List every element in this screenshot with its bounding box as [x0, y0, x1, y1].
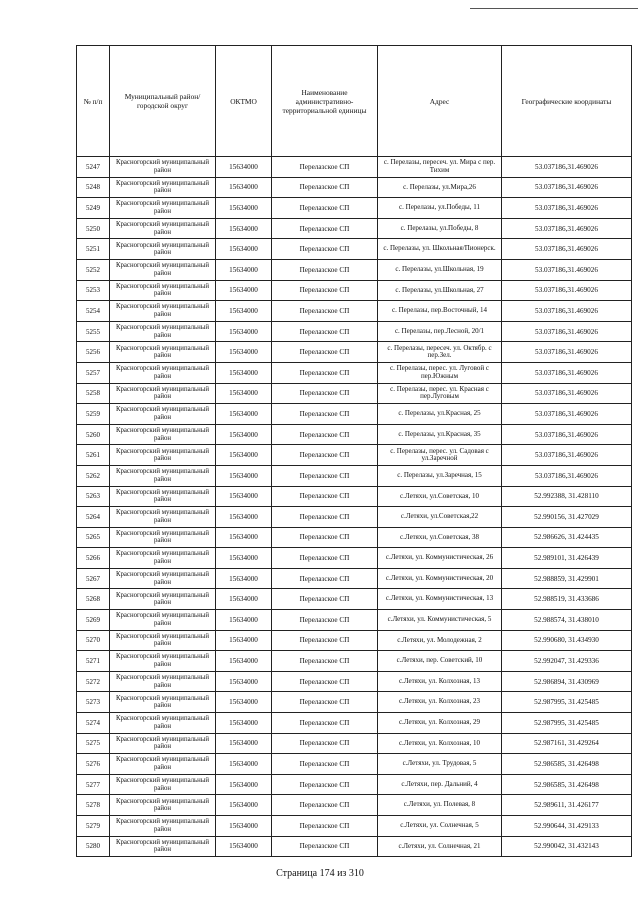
cell-region: Красногорский муниципальный район	[110, 713, 216, 734]
cell-coords: 52.988519, 31.433686	[502, 589, 632, 610]
cell-coords: 53.037186,31.469026	[502, 321, 632, 342]
cell-unit: Перелазское СП	[272, 713, 378, 734]
cell-oktmo: 15634000	[216, 754, 272, 775]
cell-oktmo: 15634000	[216, 651, 272, 672]
cell-address: с.Летяхи, пер. Дальний, 4	[378, 774, 502, 795]
cell-num: 5247	[77, 157, 110, 178]
cell-unit: Перелазское СП	[272, 671, 378, 692]
cell-unit: Перелазское СП	[272, 259, 378, 280]
cell-address: с. Перелазы, пер.Восточный, 14	[378, 301, 502, 322]
cell-region: Красногорский муниципальный район	[110, 630, 216, 651]
cell-address: с.Летяхи, ул. Коммунистическая, 5	[378, 610, 502, 631]
cell-coords: 52.986626, 31.424435	[502, 527, 632, 548]
cell-unit: Перелазское СП	[272, 424, 378, 445]
cell-address: с. Перелазы, перес. ул. Луговой с пер.Южным	[378, 362, 502, 383]
cell-coords: 53.037186,31.469026	[502, 465, 632, 486]
cell-coords: 53.037186,31.469026	[502, 177, 632, 198]
cell-region: Красногорский муниципальный район	[110, 465, 216, 486]
cell-unit: Перелазское СП	[272, 301, 378, 322]
cell-region: Красногорский муниципальный район	[110, 754, 216, 775]
table-row	[77, 239, 632, 260]
cell-oktmo: 15634000	[216, 671, 272, 692]
cell-unit: Перелазское СП	[272, 507, 378, 528]
cell-num: 5253	[77, 280, 110, 301]
cell-unit: Перелазское СП	[272, 445, 378, 466]
cell-address: с.Летяхи, ул. Колхозная, 23	[378, 692, 502, 713]
cell-region: Красногорский муниципальный район	[110, 198, 216, 219]
page-footer: Страница 174 из 310	[276, 868, 364, 879]
cell-oktmo: 15634000	[216, 610, 272, 631]
cell-unit: Перелазское СП	[272, 362, 378, 383]
cell-num: 5249	[77, 198, 110, 219]
cell-address: с.Летяхи, ул.Советская, 10	[378, 486, 502, 507]
cell-address: с.Летяхи, ул. Трудовая, 5	[378, 754, 502, 775]
cell-num: 5271	[77, 651, 110, 672]
cell-oktmo: 15634000	[216, 733, 272, 754]
header-num: № п/п	[77, 46, 110, 157]
cell-num: 5259	[77, 404, 110, 425]
cell-unit: Перелазское СП	[272, 568, 378, 589]
table-row	[77, 342, 632, 363]
cell-unit: Перелазское СП	[272, 527, 378, 548]
cell-unit: Перелазское СП	[272, 218, 378, 239]
cell-unit: Перелазское СП	[272, 774, 378, 795]
cell-num: 5269	[77, 610, 110, 631]
table-row	[77, 157, 632, 178]
table-row	[77, 610, 632, 631]
header-address: Адрес	[378, 46, 502, 157]
cell-region: Красногорский муниципальный район	[110, 177, 216, 198]
cell-oktmo: 15634000	[216, 301, 272, 322]
cell-num: 5257	[77, 362, 110, 383]
cell-num: 5248	[77, 177, 110, 198]
cell-num: 5270	[77, 630, 110, 651]
cell-num: 5251	[77, 239, 110, 260]
cell-coords: 52.988859, 31.429901	[502, 568, 632, 589]
document-page	[76, 45, 631, 857]
cell-coords: 53.037186,31.469026	[502, 404, 632, 425]
cell-unit: Перелазское СП	[272, 610, 378, 631]
cell-address: с.Летяхи, ул. Коммунистическая, 26	[378, 548, 502, 569]
cell-region: Красногорский муниципальный район	[110, 259, 216, 280]
table-row	[77, 507, 632, 528]
cell-address: с.Летяхи, пер. Советский, 10	[378, 651, 502, 672]
cell-address: с.Летяхи, ул. Коммунистическая, 13	[378, 589, 502, 610]
address-table	[76, 45, 632, 857]
cell-num: 5263	[77, 486, 110, 507]
table-row	[77, 280, 632, 301]
cell-address: с.Летяхи, ул. Солнечная, 5	[378, 816, 502, 837]
table-row	[77, 321, 632, 342]
cell-address: с. Перелазы, перес. ул. Садовая с ул.Заречной	[378, 445, 502, 466]
cell-num: 5264	[77, 507, 110, 528]
table-row	[77, 733, 632, 754]
cell-address: с. Перелазы, ул.Победы, 8	[378, 218, 502, 239]
top-edge-line	[470, 8, 638, 9]
cell-region: Красногорский муниципальный район	[110, 816, 216, 837]
cell-unit: Перелазское СП	[272, 795, 378, 816]
table-row	[77, 548, 632, 569]
cell-oktmo: 15634000	[216, 527, 272, 548]
cell-unit: Перелазское СП	[272, 836, 378, 857]
cell-oktmo: 15634000	[216, 486, 272, 507]
cell-coords: 52.989101, 31.426439	[502, 548, 632, 569]
cell-num: 5272	[77, 671, 110, 692]
cell-region: Красногорский муниципальный район	[110, 589, 216, 610]
cell-oktmo: 15634000	[216, 198, 272, 219]
cell-num: 5250	[77, 218, 110, 239]
cell-unit: Перелазское СП	[272, 548, 378, 569]
cell-num: 5274	[77, 713, 110, 734]
cell-unit: Перелазское СП	[272, 280, 378, 301]
cell-num: 5256	[77, 342, 110, 363]
cell-region: Красногорский муниципальный район	[110, 795, 216, 816]
cell-coords: 53.037186,31.469026	[502, 301, 632, 322]
cell-num: 5279	[77, 816, 110, 837]
cell-num: 5268	[77, 589, 110, 610]
cell-unit: Перелазское СП	[272, 733, 378, 754]
table-row	[77, 589, 632, 610]
cell-address: с. Перелазы, ул.Школьная, 19	[378, 259, 502, 280]
cell-coords: 52.988574, 31.438010	[502, 610, 632, 631]
cell-coords: 53.037186,31.469026	[502, 218, 632, 239]
cell-oktmo: 15634000	[216, 795, 272, 816]
cell-region: Красногорский муниципальный район	[110, 486, 216, 507]
cell-coords: 52.987995, 31.425485	[502, 692, 632, 713]
cell-coords: 52.990680, 31.434930	[502, 630, 632, 651]
cell-coords: 53.037186,31.469026	[502, 362, 632, 383]
table-header-row	[77, 46, 632, 157]
cell-region: Красногорский муниципальный район	[110, 774, 216, 795]
cell-num: 5255	[77, 321, 110, 342]
table-row	[77, 527, 632, 548]
cell-coords: 53.037186,31.469026	[502, 259, 632, 280]
cell-coords: 53.037186,31.469026	[502, 280, 632, 301]
table-row	[77, 177, 632, 198]
cell-num: 5260	[77, 424, 110, 445]
table-row	[77, 651, 632, 672]
cell-oktmo: 15634000	[216, 259, 272, 280]
cell-coords: 52.987161, 31.429264	[502, 733, 632, 754]
cell-num: 5273	[77, 692, 110, 713]
cell-oktmo: 15634000	[216, 507, 272, 528]
cell-oktmo: 15634000	[216, 280, 272, 301]
cell-oktmo: 15634000	[216, 816, 272, 837]
table-row	[77, 774, 632, 795]
cell-address: с. Перелазы, ул.Заречная, 15	[378, 465, 502, 486]
cell-address: с. Перелазы, пересеч. ул. Мира с пер. Тихим	[378, 157, 502, 178]
cell-coords: 53.037186,31.469026	[502, 198, 632, 219]
header-region: Муниципальный район/городской округ	[110, 46, 216, 157]
table-row	[77, 630, 632, 651]
cell-region: Красногорский муниципальный район	[110, 507, 216, 528]
cell-unit: Перелазское СП	[272, 651, 378, 672]
cell-unit: Перелазское СП	[272, 589, 378, 610]
cell-address: с.Летяхи, ул.Советская, 38	[378, 527, 502, 548]
cell-oktmo: 15634000	[216, 342, 272, 363]
cell-num: 5265	[77, 527, 110, 548]
table-row	[77, 218, 632, 239]
cell-address: с. Перелазы, ул.Мира,26	[378, 177, 502, 198]
cell-region: Красногорский муниципальный район	[110, 424, 216, 445]
cell-oktmo: 15634000	[216, 362, 272, 383]
cell-oktmo: 15634000	[216, 404, 272, 425]
cell-region: Красногорский муниципальный район	[110, 218, 216, 239]
table-row	[77, 362, 632, 383]
cell-num: 5277	[77, 774, 110, 795]
table-row	[77, 465, 632, 486]
cell-oktmo: 15634000	[216, 548, 272, 569]
cell-oktmo: 15634000	[216, 177, 272, 198]
table-body	[77, 157, 632, 857]
cell-num: 5258	[77, 383, 110, 404]
cell-num: 5252	[77, 259, 110, 280]
cell-address: с. Перелазы, ул.Школьная, 27	[378, 280, 502, 301]
cell-region: Красногорский муниципальный район	[110, 445, 216, 466]
cell-address: с.Летяхи, ул. Колхозная, 29	[378, 713, 502, 734]
cell-unit: Перелазское СП	[272, 816, 378, 837]
cell-oktmo: 15634000	[216, 445, 272, 466]
cell-address: с. Перелазы, ул.Красная, 25	[378, 404, 502, 425]
cell-region: Красногорский муниципальный район	[110, 671, 216, 692]
cell-address: с. Перелазы, пересеч. ул. Октябр. с пер.Зел.	[378, 342, 502, 363]
cell-region: Красногорский муниципальный район	[110, 280, 216, 301]
cell-coords: 52.986894, 31.430969	[502, 671, 632, 692]
cell-address: с. Перелазы, пер.Лесной, 20/1	[378, 321, 502, 342]
cell-oktmo: 15634000	[216, 321, 272, 342]
cell-address: с. Перелазы, ул. Школьная/Пионерск.	[378, 239, 502, 260]
table-row	[77, 383, 632, 404]
cell-address: с.Летяхи, ул. Колхозная, 10	[378, 733, 502, 754]
cell-address: с.Летяхи, ул. Колхозная, 13	[378, 671, 502, 692]
cell-num: 5278	[77, 795, 110, 816]
table-row	[77, 445, 632, 466]
cell-num: 5261	[77, 445, 110, 466]
header-unit: Наименование административно-территориальной единицы	[272, 46, 378, 157]
cell-region: Красногорский муниципальный район	[110, 321, 216, 342]
cell-address: с.Летяхи, ул.Советская,22	[378, 507, 502, 528]
cell-address: с. Перелазы, ул.Красная, 35	[378, 424, 502, 445]
cell-oktmo: 15634000	[216, 465, 272, 486]
cell-num: 5280	[77, 836, 110, 857]
cell-address: с.Летяхи, ул. Коммунистическая, 20	[378, 568, 502, 589]
cell-region: Красногорский муниципальный район	[110, 342, 216, 363]
cell-coords: 52.987995, 31.425485	[502, 713, 632, 734]
cell-address: с.Летяхи, ул. Солнечная, 21	[378, 836, 502, 857]
cell-coords: 52.990042, 31.432143	[502, 836, 632, 857]
table-row	[77, 671, 632, 692]
cell-oktmo: 15634000	[216, 692, 272, 713]
header-oktmo: ОКТМО	[216, 46, 272, 157]
cell-unit: Перелазское СП	[272, 486, 378, 507]
cell-unit: Перелазское СП	[272, 157, 378, 178]
cell-coords: 52.992047, 31.429336	[502, 651, 632, 672]
cell-unit: Перелазское СП	[272, 321, 378, 342]
cell-unit: Перелазское СП	[272, 754, 378, 775]
cell-region: Красногорский муниципальный район	[110, 239, 216, 260]
cell-coords: 53.037186,31.469026	[502, 157, 632, 178]
cell-region: Красногорский муниципальный район	[110, 836, 216, 857]
cell-region: Красногорский муниципальный район	[110, 548, 216, 569]
cell-coords: 53.037186,31.469026	[502, 445, 632, 466]
cell-oktmo: 15634000	[216, 713, 272, 734]
table-row	[77, 692, 632, 713]
cell-coords: 52.986585, 31.426498	[502, 754, 632, 775]
cell-coords: 52.986585, 31.426498	[502, 774, 632, 795]
cell-region: Красногорский муниципальный район	[110, 692, 216, 713]
cell-num: 5275	[77, 733, 110, 754]
cell-region: Красногорский муниципальный район	[110, 527, 216, 548]
cell-num: 5262	[77, 465, 110, 486]
table-row	[77, 404, 632, 425]
cell-address: с. Перелазы, перес. ул. Красная с пер.Луговым	[378, 383, 502, 404]
cell-num: 5276	[77, 754, 110, 775]
cell-unit: Перелазское СП	[272, 630, 378, 651]
cell-unit: Перелазское СП	[272, 692, 378, 713]
cell-oktmo: 15634000	[216, 836, 272, 857]
cell-region: Красногорский муниципальный район	[110, 404, 216, 425]
cell-region: Красногорский муниципальный район	[110, 610, 216, 631]
cell-coords: 52.990644, 31.429133	[502, 816, 632, 837]
cell-oktmo: 15634000	[216, 424, 272, 445]
cell-oktmo: 15634000	[216, 774, 272, 795]
cell-address: с.Летяхи, ул. Полевая, 8	[378, 795, 502, 816]
cell-address: с.Летяхи, ул. Молодежная, 2	[378, 630, 502, 651]
table-row	[77, 816, 632, 837]
table-row	[77, 713, 632, 734]
cell-oktmo: 15634000	[216, 383, 272, 404]
table-row	[77, 259, 632, 280]
cell-coords: 53.037186,31.469026	[502, 383, 632, 404]
table-row	[77, 301, 632, 322]
cell-unit: Перелазское СП	[272, 177, 378, 198]
cell-coords: 52.992388, 31.428110	[502, 486, 632, 507]
cell-region: Красногорский муниципальный район	[110, 568, 216, 589]
cell-unit: Перелазское СП	[272, 342, 378, 363]
cell-oktmo: 15634000	[216, 589, 272, 610]
cell-region: Красногорский муниципальный район	[110, 651, 216, 672]
cell-region: Красногорский муниципальный район	[110, 362, 216, 383]
cell-num: 5254	[77, 301, 110, 322]
table-row	[77, 754, 632, 775]
cell-oktmo: 15634000	[216, 568, 272, 589]
cell-coords: 52.990156, 31.427029	[502, 507, 632, 528]
cell-coords: 53.037186,31.469026	[502, 424, 632, 445]
cell-region: Красногорский муниципальный район	[110, 383, 216, 404]
cell-oktmo: 15634000	[216, 239, 272, 260]
table-row	[77, 486, 632, 507]
cell-region: Красногорский муниципальный район	[110, 157, 216, 178]
cell-address: с. Перелазы, ул.Победы, 11	[378, 198, 502, 219]
table-row	[77, 836, 632, 857]
cell-oktmo: 15634000	[216, 157, 272, 178]
cell-oktmo: 15634000	[216, 630, 272, 651]
header-coords: Географические координаты	[502, 46, 632, 157]
cell-coords: 53.037186,31.469026	[502, 342, 632, 363]
cell-num: 5267	[77, 568, 110, 589]
cell-unit: Перелазское СП	[272, 404, 378, 425]
cell-oktmo: 15634000	[216, 218, 272, 239]
cell-unit: Перелазское СП	[272, 198, 378, 219]
cell-unit: Перелазское СП	[272, 239, 378, 260]
cell-unit: Перелазское СП	[272, 465, 378, 486]
cell-coords: 53.037186,31.469026	[502, 239, 632, 260]
table-row	[77, 424, 632, 445]
cell-region: Красногорский муниципальный район	[110, 733, 216, 754]
table-row	[77, 198, 632, 219]
table-row	[77, 568, 632, 589]
cell-region: Красногорский муниципальный район	[110, 301, 216, 322]
cell-num: 5266	[77, 548, 110, 569]
cell-coords: 52.989611, 31.426177	[502, 795, 632, 816]
table-row	[77, 795, 632, 816]
cell-unit: Перелазское СП	[272, 383, 378, 404]
